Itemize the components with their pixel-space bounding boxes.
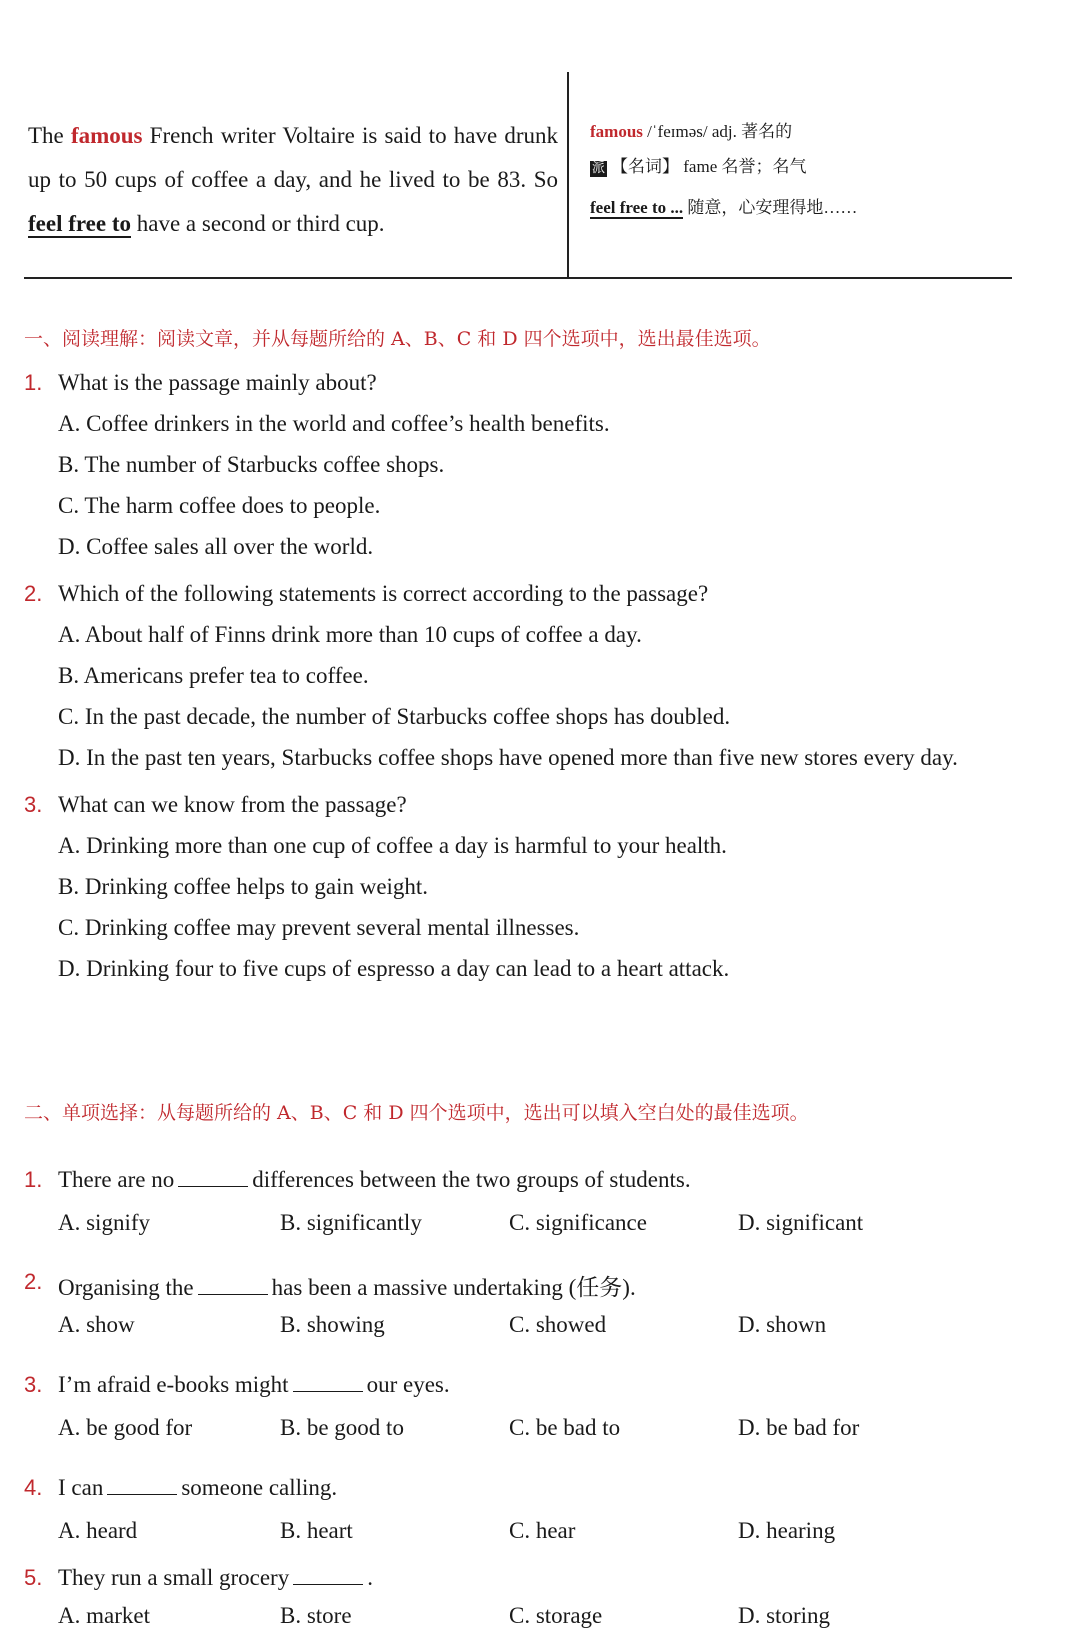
passage-text (28, 114, 558, 246)
option-b[interactable]: B. heart (280, 1518, 353, 1543)
stem-after: our eyes. (366, 1372, 450, 1397)
stem-before: I’m afraid e-books might (58, 1372, 289, 1397)
question-stem (58, 1475, 337, 1501)
option-c[interactable]: C. showed (509, 1312, 607, 1337)
answer-blank (198, 1276, 268, 1295)
question-number: 4. (24, 1475, 43, 1500)
passage-phrase: feel free to (28, 211, 131, 236)
question-number: 3. (24, 1372, 43, 1397)
option-a[interactable]: A. heard (58, 1518, 138, 1543)
options-row (58, 1312, 1018, 1342)
derived-tag: 派 (592, 161, 606, 176)
option-c[interactable]: C. The harm coffee does to people. (58, 493, 381, 518)
question-number: 3. (24, 792, 43, 817)
option-a[interactable]: A. About half of Finns drink more than 10 cups of coffee a day. (58, 622, 642, 647)
options-row (58, 1518, 1018, 1548)
horizontal-divider (24, 277, 1012, 279)
option-b[interactable]: B. showing (280, 1312, 385, 1337)
option-a[interactable]: A. market (58, 1603, 150, 1628)
option-c[interactable]: C. be bad to (509, 1415, 621, 1440)
stem-after: has been a massive undertaking (任务). (271, 1275, 636, 1300)
note-derived: 【名词】 fame 名誉；名气 (611, 157, 807, 176)
answer-blank (178, 1168, 248, 1187)
option-d[interactable]: D. be bad for (738, 1415, 860, 1440)
option-a[interactable]: A. signify (58, 1210, 150, 1235)
option-d[interactable]: D. storing (738, 1603, 830, 1628)
option-a[interactable]: A. Drinking more than one cup of coffee a day is harmful to your health. (58, 833, 727, 858)
passage-box (24, 72, 1012, 278)
option-d[interactable]: D. Drinking four to five cups of espresso a day can lead to a heart attack. (58, 956, 730, 981)
vocabulary-notes (590, 114, 1010, 225)
note-phonetic: /ˈfeɪməs/ adj. 著名的 (642, 122, 793, 141)
question-number: 5. (24, 1565, 43, 1590)
stem-before: There are no (58, 1167, 175, 1192)
note-phrase-meaning: 随意，心安理得地…… (683, 198, 858, 217)
question-stem (58, 1372, 450, 1398)
option-d[interactable]: D. hearing (738, 1518, 836, 1543)
note-phrase-line (590, 190, 1010, 225)
options-row (58, 1210, 1018, 1240)
answer-blank (293, 1373, 363, 1392)
question-stem: What is the passage mainly about? (58, 370, 377, 395)
note-derived-line (590, 149, 1010, 184)
note-word-line (590, 114, 1010, 149)
stem-before: I can (58, 1475, 104, 1500)
option-b[interactable]: B. The number of Starbucks coffee shops. (58, 452, 445, 477)
option-b[interactable]: B. be good to (280, 1415, 404, 1440)
note-word: famous (590, 122, 643, 141)
options-row (58, 1415, 1018, 1445)
option-c[interactable]: C. In the past decade, the number of Starbucks coffee shops has doubled. (58, 704, 731, 729)
option-d[interactable]: D. Coffee sales all over the world. (58, 534, 374, 559)
option-c[interactable]: C. storage (509, 1603, 603, 1628)
stem-before: Organising the (58, 1275, 194, 1300)
option-a[interactable]: A. be good for (58, 1415, 193, 1440)
question-stem: What can we know from the passage? (58, 792, 407, 817)
option-d[interactable]: D. shown (738, 1312, 827, 1337)
vertical-divider (567, 72, 569, 278)
question-stem (58, 1565, 373, 1591)
option-b[interactable]: B. store (280, 1603, 352, 1628)
option-c[interactable]: C. hear (509, 1518, 576, 1543)
question-number: 1. (24, 1167, 43, 1192)
passage-part: The (28, 123, 71, 148)
option-a[interactable]: A. Coffee drinkers in the world and coffee’s health benefits. (58, 411, 610, 436)
stem-after: . (367, 1565, 373, 1590)
option-d[interactable]: D. significant (738, 1210, 864, 1235)
passage-part: have a second or third cup. (131, 211, 385, 236)
question-stem: Which of the following statements is correct according to the passage? (58, 581, 709, 606)
option-c[interactable]: C. significance (509, 1210, 647, 1235)
passage-keyword: famous (70, 123, 143, 148)
question-stem (58, 1269, 636, 1302)
option-b[interactable]: B. significantly (280, 1210, 422, 1235)
note-phrase: feel free to ... (590, 198, 684, 217)
option-b[interactable]: B. Drinking coffee helps to gain weight. (58, 874, 429, 899)
question-stem (58, 1167, 691, 1193)
question-number: 2. (24, 581, 43, 606)
question-number: 1. (24, 370, 43, 395)
options-row (58, 1603, 1018, 1633)
answer-blank (107, 1476, 177, 1495)
answer-blank (293, 1566, 363, 1585)
option-b[interactable]: B. Americans prefer tea to coffee. (58, 663, 369, 688)
stem-after: differences between the two groups of students. (252, 1167, 691, 1192)
section2-heading: 二、单项选择：从每题所给的 A、B、C 和 D 四个选项中，选出可以填入空白处的最佳选项。 (24, 1102, 809, 1124)
option-a[interactable]: A. show (58, 1312, 135, 1337)
question-number: 2. (24, 1269, 43, 1294)
section1-heading: 一、阅读理解：阅读文章，并从每题所给的 A、B、C 和 D 四个选项中，选出最佳选项。 (24, 328, 771, 350)
stem-after: someone calling. (181, 1475, 338, 1500)
passage-part: French writer Voltaire is said to have drunk up to 50 cups of coffee a day, and he lived to be 83. So (28, 123, 558, 192)
option-d[interactable]: D. In the past ten years, Starbucks coffee shops have opened more than five new stores every day. (58, 745, 958, 770)
stem-before: They run a small grocery (58, 1565, 290, 1590)
option-c[interactable]: C. Drinking coffee may prevent several mental illnesses. (58, 915, 580, 940)
